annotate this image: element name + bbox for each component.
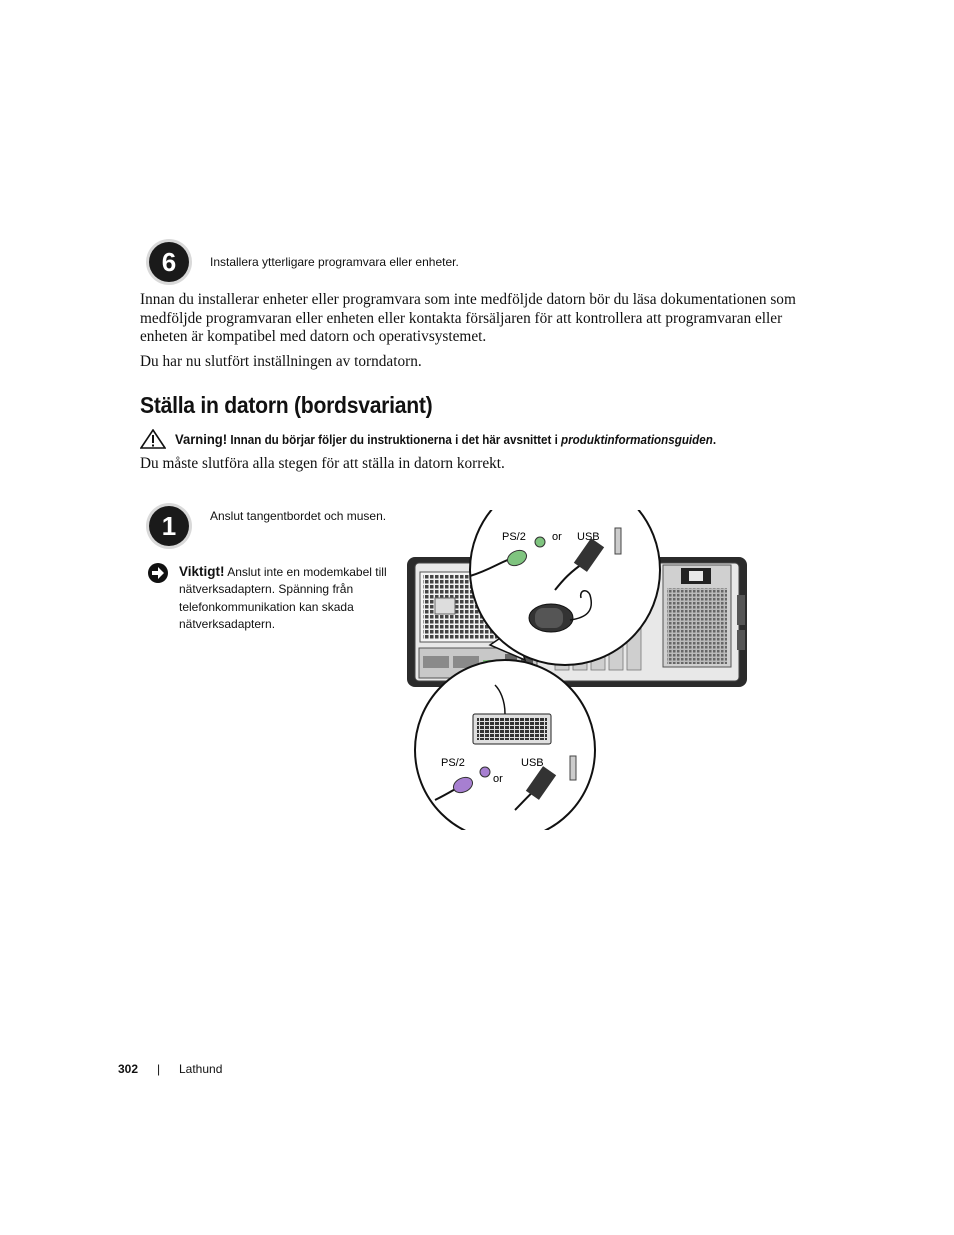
computer-connection-diagram	[405, 510, 750, 830]
warning-text	[175, 431, 716, 447]
paragraph-complete-all-steps: Du måste slutföra alla stegen för att ställa in datorn korrekt.	[140, 455, 505, 472]
paragraph-install-info: Innan du installerar enheter eller programvara som inte medföljde datorn bör du läsa dokumentationen som medföljde programvaran eller enheten eller kontakta försäljaren för att kontrollera att programvaran eller enheten är kompatibel med datorn och operativsystemet.	[140, 291, 796, 345]
mouse-usb-label: USB	[577, 531, 600, 543]
warning-label: Varning!	[175, 431, 228, 447]
keyboard-usb-label: USB	[521, 757, 544, 769]
step-1-number: 1	[161, 511, 177, 541]
warning-guide-title: produktinformationsguiden	[561, 433, 713, 447]
keyboard-callout	[415, 660, 595, 830]
mouse-or-label: or	[552, 531, 562, 543]
step-1-badge	[145, 502, 193, 550]
step-6-text: Installera ytterligare programvara eller enheter.	[210, 255, 459, 269]
footer-title: Lathund	[179, 1062, 223, 1076]
warning-body: Innan du börjar följer du instruktionerna i det här avsnittet i	[230, 433, 558, 447]
note-arrow-icon	[146, 562, 170, 584]
step-1-text: Anslut tangentbordet och musen.	[210, 509, 387, 523]
page-number: 302	[118, 1062, 139, 1076]
footer-separator: |	[157, 1062, 161, 1076]
note-label: Viktigt!	[179, 564, 225, 579]
step-6-badge	[145, 238, 193, 286]
step-6-number: 6	[161, 247, 177, 277]
note-text	[179, 563, 389, 633]
keyboard-ps2-label: PS/2	[441, 757, 465, 769]
warning-end: .	[712, 433, 717, 447]
note-body: Anslut inte en modemkabel till nätverksadaptern. Spänning från telefonkommunikation kan skada nätverksadaptern.	[179, 565, 387, 631]
warning-triangle-icon	[140, 429, 166, 449]
mouse-ps2-label: PS/2	[502, 531, 526, 543]
section-heading: Ställa in datorn (bordsvariant)	[140, 392, 433, 418]
paragraph-setup-complete: Du har nu slutfört inställningen av torndatorn.	[140, 353, 422, 370]
keyboard-or-label: or	[493, 773, 503, 785]
warning-notice	[140, 429, 830, 449]
